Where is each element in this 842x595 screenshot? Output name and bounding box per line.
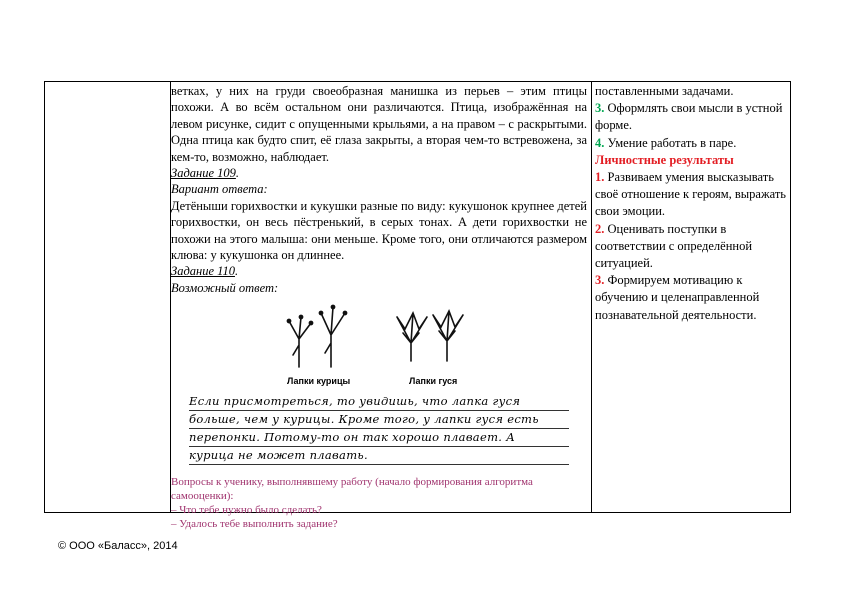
possible-answer-label: Возможный ответ:: [171, 280, 279, 295]
answer-paragraph-2: Детёныши горихвостки и кукушки разные по виду: кукушонок крупнее детей горихвостки, он весь пёстренький, в серых тонах. А дети горихвостки не похожи на этого малыша: они меньше. Кроме того, они отличаются размером клюва: у кукушонка он длиннее.: [171, 198, 587, 263]
personal-result-1: 1. Развиваем умения высказывать своё отношение к героям, выражать свои эмоции.: [595, 170, 787, 219]
result-item-3: 3. Оформлять свои мысли в устной форме.: [595, 101, 783, 133]
results-column: [595, 83, 790, 324]
results-line: поставленными задачами.: [595, 84, 734, 98]
handwritten-answer: [189, 393, 569, 465]
answer-paragraph-1: ветках, у них на груди своеобразная манишка из перьев – этим птицы похожи. А во всём остальном они различаются. Птица, изображённая на левом рисунке, сидит с опущенными крыльями, а на правом – с раскрытыми. Одна птица как будто спит, её глаза закрыты, а вторая чем-то встревожена, за кем-то, возможно, наблюдает.: [171, 84, 587, 164]
result-item-4: 4. Умение работать в паре.: [595, 135, 737, 150]
caption-chicken-paws: Лапки курицы: [287, 376, 351, 387]
question-2: – Удалось тебе выполнить задание?: [171, 518, 338, 531]
handwritten-line: Если присмотреться, то увидишь, что лапка гуся: [189, 393, 569, 411]
personal-result-3: 3. Формируем мотивацию к обучению и целенаправленной познавательной деятельности.: [595, 273, 760, 322]
task-110-label: Задание 110.: [171, 264, 239, 279]
column-divider-2: [591, 82, 592, 512]
content-column: [171, 83, 587, 531]
personal-results-heading: Личностные результаты: [595, 152, 734, 167]
personal-result-2: 2. Оценивать поступки в соответствии с определённой ситуацией.: [595, 221, 753, 271]
caption-goose-paws: Лапки гуся: [409, 376, 458, 387]
task-109-label: Задание 109.: [171, 166, 240, 181]
lesson-table: [44, 81, 791, 531]
questions-intro: Вопросы к ученику, выполнявшему работу (начало формирования алгоритма самооценки):: [171, 476, 533, 503]
variant-label: Вариант ответа:: [171, 182, 268, 197]
copyright-footer: © ООО «Баласс», 2014: [58, 540, 178, 552]
question-1: – Что тебе нужно было сделать?: [171, 504, 322, 517]
paws-illustration: [171, 299, 587, 369]
handwritten-line: перепонки. Потому-то он так хорошо плавает. А: [189, 429, 569, 447]
handwritten-line: больше, чем у курицы. Кроме того, у лапки гуся есть: [189, 411, 569, 429]
handwritten-line: курица не может плавать.: [189, 447, 569, 465]
self-assessment-questions: [171, 475, 587, 531]
paws-figure: [171, 299, 587, 391]
